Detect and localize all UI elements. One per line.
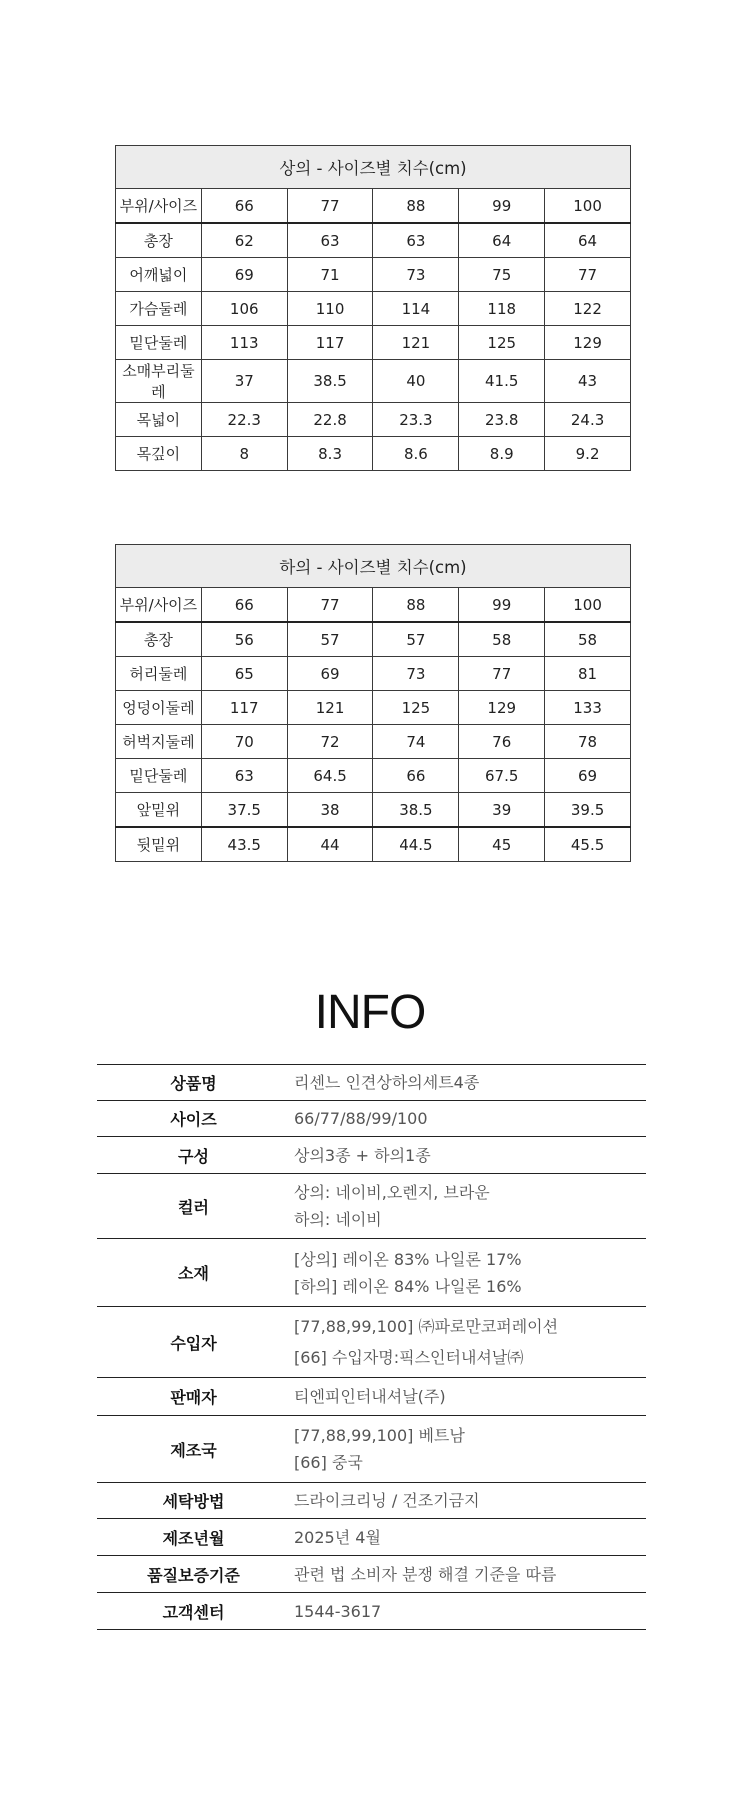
info-value	[290, 1519, 646, 1556]
info-row	[97, 1556, 646, 1593]
header-cell: 66	[201, 588, 287, 623]
table-cell: 69	[287, 657, 373, 691]
table-cell: 45.5	[545, 827, 631, 862]
row-label: 목넓이	[116, 403, 202, 437]
info-label: 고객센터	[97, 1593, 290, 1630]
header-cell: 99	[459, 189, 545, 224]
row-label: 허리둘레	[116, 657, 202, 691]
info-label: 컬러	[97, 1174, 290, 1239]
table-cell: 22.8	[287, 403, 373, 437]
table-cell: 72	[287, 725, 373, 759]
table-cell: 118	[459, 292, 545, 326]
info-label: 사이즈	[97, 1101, 290, 1137]
table-cell: 62	[201, 223, 287, 258]
table-cell: 113	[201, 326, 287, 360]
info-row	[97, 1065, 646, 1101]
row-label: 총장	[116, 622, 202, 657]
table-cell: 77	[545, 258, 631, 292]
row-label: 앞밑위	[116, 793, 202, 828]
table-row	[116, 223, 631, 258]
table-title: 하의 - 사이즈별 치수(cm)	[116, 545, 631, 588]
table-row	[116, 403, 631, 437]
info-row	[97, 1174, 646, 1239]
table-cell: 110	[287, 292, 373, 326]
table-row	[116, 622, 631, 657]
info-line: 하의: 네이비	[294, 1210, 382, 1229]
info-value	[290, 1593, 646, 1630]
table-row	[116, 657, 631, 691]
info-label: 판매자	[97, 1378, 290, 1416]
table-cell: 125	[459, 326, 545, 360]
info-value	[290, 1174, 646, 1239]
table-row	[116, 827, 631, 862]
header-cell: 77	[287, 588, 373, 623]
header-cell: 88	[373, 588, 459, 623]
table-cell: 37	[201, 360, 287, 403]
table-cell: 23.8	[459, 403, 545, 437]
table-cell: 43	[545, 360, 631, 403]
table-cell: 74	[373, 725, 459, 759]
info-value	[290, 1378, 646, 1416]
info-line: 리센느 인견상하의세트4종	[294, 1073, 480, 1092]
table-cell: 40	[373, 360, 459, 403]
table-cell: 70	[201, 725, 287, 759]
row-label: 허벅지둘레	[116, 725, 202, 759]
header-cell: 88	[373, 189, 459, 224]
info-line: 1544-3617	[294, 1601, 382, 1621]
header-cell: 99	[459, 588, 545, 623]
table-cell: 63	[373, 223, 459, 258]
info-row	[97, 1519, 646, 1556]
info-line: 상의3종 + 하의1종	[294, 1145, 431, 1165]
table-cell: 66	[373, 759, 459, 793]
table-cell: 63	[287, 223, 373, 258]
table-cell: 73	[373, 258, 459, 292]
table-cell: 69	[545, 759, 631, 793]
info-label: 상품명	[97, 1065, 290, 1101]
table-cell: 44	[287, 827, 373, 862]
table-title-row	[116, 146, 631, 189]
table-cell: 71	[287, 258, 373, 292]
table-cell: 9.2	[545, 437, 631, 471]
table-cell: 57	[287, 622, 373, 657]
table-row	[116, 258, 631, 292]
table-cell: 81	[545, 657, 631, 691]
info-line: 티엔피인터내셔날(주)	[294, 1387, 446, 1406]
info-line: [66] 수입자명:픽스인터내셔날㈜	[294, 1348, 524, 1367]
table-cell: 23.3	[373, 403, 459, 437]
table-cell: 64	[545, 223, 631, 258]
info-label: 소재	[97, 1239, 290, 1307]
info-line: [하의] 레이온 84% 나일론 16%	[294, 1276, 522, 1296]
table-cell: 24.3	[545, 403, 631, 437]
table-header-row	[116, 588, 631, 623]
table-cell: 73	[373, 657, 459, 691]
table-header-row	[116, 189, 631, 224]
table-cell: 65	[201, 657, 287, 691]
table-row	[116, 326, 631, 360]
info-line: [77,88,99,100] ㈜파로만코퍼레이션	[294, 1317, 559, 1336]
info-row	[97, 1483, 646, 1519]
header-cell: 100	[545, 588, 631, 623]
table-cell: 58	[545, 622, 631, 657]
info-row	[97, 1101, 646, 1137]
row-label: 엉덩이둘레	[116, 691, 202, 725]
table-cell: 121	[373, 326, 459, 360]
info-label: 제조국	[97, 1416, 290, 1483]
table-cell: 78	[545, 725, 631, 759]
table-cell: 77	[459, 657, 545, 691]
info-title: INFO	[314, 986, 426, 1039]
table-cell: 43.5	[201, 827, 287, 862]
top-size-table	[115, 145, 631, 471]
table-cell: 44.5	[373, 827, 459, 862]
info-value	[290, 1416, 646, 1483]
table-cell: 67.5	[459, 759, 545, 793]
table-title-row	[116, 545, 631, 588]
table-cell: 75	[459, 258, 545, 292]
table-cell: 63	[201, 759, 287, 793]
table-cell: 76	[459, 725, 545, 759]
table-cell: 106	[201, 292, 287, 326]
header-cell: 100	[545, 189, 631, 224]
table-cell: 125	[373, 691, 459, 725]
table-cell: 129	[545, 326, 631, 360]
info-value	[290, 1307, 646, 1378]
row-label: 밑단둘레	[116, 759, 202, 793]
table-cell: 122	[545, 292, 631, 326]
table-cell: 38.5	[287, 360, 373, 403]
table-cell: 129	[459, 691, 545, 725]
row-label: 뒷밑위	[116, 827, 202, 862]
info-row	[97, 1416, 646, 1483]
info-line: 드라이크리닝 / 건조기금지	[294, 1491, 480, 1510]
info-line: 관련 법 소비자 분쟁 해결 기준을 따름	[294, 1564, 557, 1584]
table-row	[116, 759, 631, 793]
info-row	[97, 1137, 646, 1174]
info-value	[290, 1556, 646, 1593]
table-cell: 117	[201, 691, 287, 725]
table-cell: 45	[459, 827, 545, 862]
info-table	[97, 1064, 646, 1630]
info-row	[97, 1239, 646, 1307]
table-row	[116, 437, 631, 471]
table-cell: 38.5	[373, 793, 459, 828]
table-title: 상의 - 사이즈별 치수(cm)	[116, 146, 631, 189]
info-value	[290, 1137, 646, 1174]
info-value	[290, 1101, 646, 1137]
table-cell: 38	[287, 793, 373, 828]
info-line: 상의: 네이비,오렌지, 브라운	[294, 1183, 490, 1202]
table-row	[116, 725, 631, 759]
header-cell: 부위/사이즈	[116, 588, 202, 623]
row-label: 총장	[116, 223, 202, 258]
row-label: 밑단둘레	[116, 326, 202, 360]
table-cell: 114	[373, 292, 459, 326]
header-cell: 부위/사이즈	[116, 189, 202, 224]
table-cell: 8.9	[459, 437, 545, 471]
table-cell: 56	[201, 622, 287, 657]
table-cell: 39.5	[545, 793, 631, 828]
info-label: 제조년월	[97, 1519, 290, 1556]
table-row	[116, 691, 631, 725]
header-cell: 77	[287, 189, 373, 224]
table-row	[116, 292, 631, 326]
bottom-size-table	[115, 544, 631, 862]
row-label: 가슴둘레	[116, 292, 202, 326]
table-cell: 69	[201, 258, 287, 292]
row-label: 어깨넓이	[116, 258, 202, 292]
table-cell: 64	[459, 223, 545, 258]
table-row	[116, 360, 631, 403]
row-label: 소매부리둘레	[116, 360, 202, 403]
header-cell: 66	[201, 189, 287, 224]
info-label: 수입자	[97, 1307, 290, 1378]
info-row	[97, 1307, 646, 1378]
info-label: 구성	[97, 1137, 290, 1174]
info-line: 2025년 4월	[294, 1527, 381, 1547]
info-line: [상의] 레이온 83% 나일론 17%	[294, 1249, 522, 1269]
info-row	[97, 1593, 646, 1630]
table-cell: 39	[459, 793, 545, 828]
table-cell: 41.5	[459, 360, 545, 403]
table-row	[116, 793, 631, 828]
table-cell: 64.5	[287, 759, 373, 793]
row-label: 목깊이	[116, 437, 202, 471]
table-cell: 57	[373, 622, 459, 657]
info-value	[290, 1239, 646, 1307]
info-label: 세탁방법	[97, 1483, 290, 1519]
info-line: [66] 중국	[294, 1453, 363, 1472]
table-cell: 8.6	[373, 437, 459, 471]
table-cell: 8	[201, 437, 287, 471]
info-row	[97, 1378, 646, 1416]
info-value	[290, 1483, 646, 1519]
table-cell: 37.5	[201, 793, 287, 828]
info-line: 66/77/88/99/100	[294, 1109, 428, 1128]
table-cell: 117	[287, 326, 373, 360]
table-cell: 121	[287, 691, 373, 725]
table-cell: 133	[545, 691, 631, 725]
info-value	[290, 1065, 646, 1101]
info-line: [77,88,99,100] 베트남	[294, 1426, 465, 1445]
table-cell: 8.3	[287, 437, 373, 471]
info-label: 품질보증기준	[97, 1556, 290, 1593]
table-cell: 58	[459, 622, 545, 657]
table-cell: 22.3	[201, 403, 287, 437]
